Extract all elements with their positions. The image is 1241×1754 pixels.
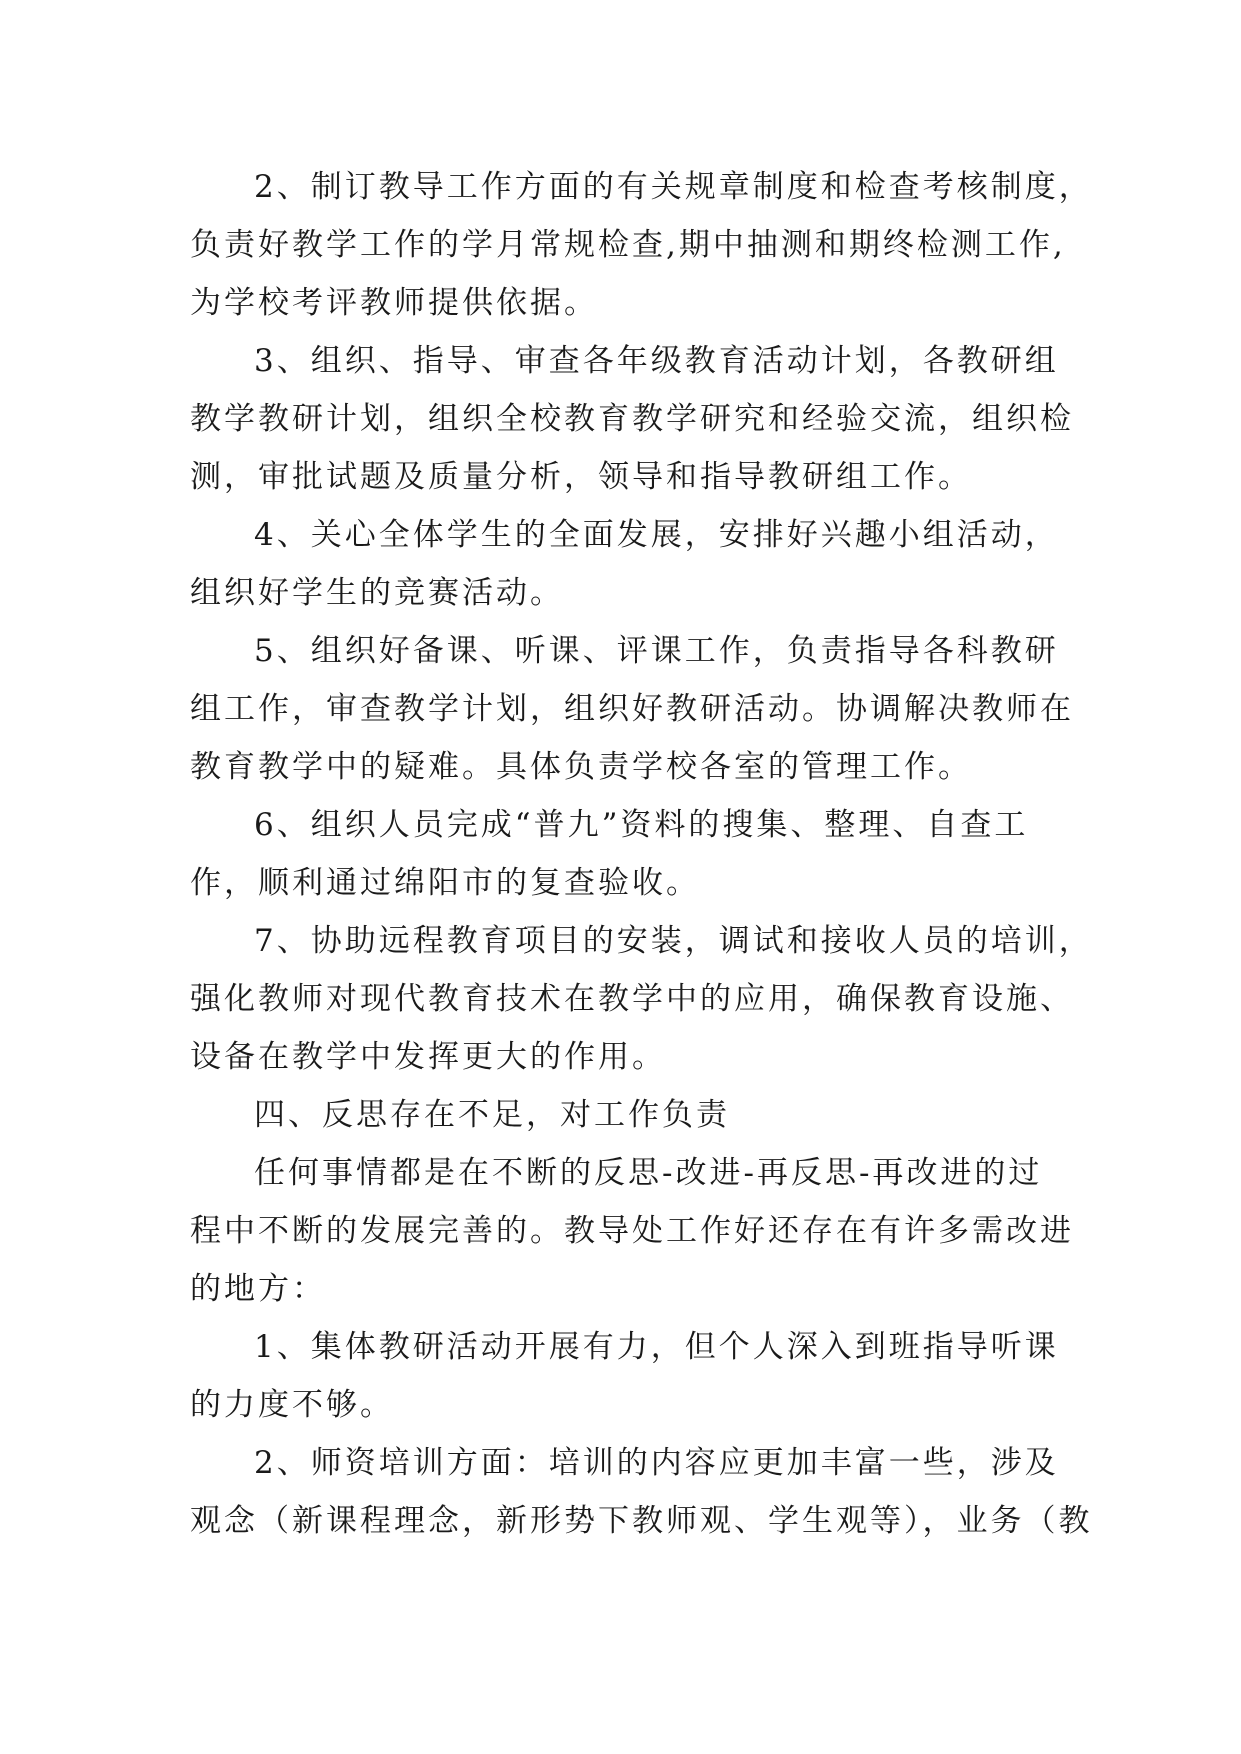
section-heading-four bbox=[190, 1086, 1090, 1144]
text-line: 设备在教学中发挥更大的作用。 bbox=[190, 1039, 666, 1075]
paragraph-reflection-intro bbox=[190, 1144, 1090, 1318]
text-line: 的地方： bbox=[190, 1271, 326, 1307]
text-line: 2、师资培训方面：培训的内容应更加丰富一些，涉及 bbox=[254, 1445, 1059, 1481]
text-line: 组工作，审查教学计划，组织好教研活动。协调解决教师在 bbox=[190, 691, 1074, 727]
paragraph-shortcoming-1 bbox=[190, 1318, 1090, 1434]
document-page bbox=[190, 158, 1093, 1550]
paragraph-item-4-students bbox=[190, 506, 1090, 622]
text-line: 教育教学中的疑难。具体负责学校各室的管理工作。 bbox=[190, 749, 972, 785]
section-heading: 四、反思存在不足，对工作负责 bbox=[254, 1097, 730, 1133]
text-line: 观念（新课程理念，新形势下教师观、学生观等），业务（教 bbox=[190, 1503, 1093, 1539]
text-line: 1、集体教研活动开展有力，但个人深入到班指导听课 bbox=[254, 1329, 1059, 1365]
text-line: 的力度不够。 bbox=[190, 1387, 394, 1423]
paragraph-item-2-rules bbox=[190, 158, 1093, 332]
text-line: 教学教研计划，组织全校教育教学研究和经验交流，组织检 bbox=[190, 401, 1074, 437]
paragraph-item-6-materials bbox=[190, 796, 1090, 912]
text-line: 为学校考评教师提供依据。 bbox=[190, 285, 598, 321]
text-line: 7、协助远程教育项目的安装，调试和接收人员的培训， bbox=[254, 923, 1093, 959]
text-line: 强化教师对现代教育技术在教学中的应用，确保教育设施、 bbox=[190, 981, 1074, 1017]
text-line: 4、关心全体学生的全面发展，安排好兴趣小组活动， bbox=[254, 517, 1059, 553]
text-line: 2、制订教导工作方面的有关规章制度和检查考核制度， bbox=[254, 169, 1093, 205]
text-line: 5、组织好备课、听课、评课工作，负责指导各科教研 bbox=[254, 633, 1059, 669]
text-line: 负责好教学工作的学月常规检查,期中抽测和期终检测工作, bbox=[190, 227, 1066, 263]
paragraph-shortcoming-2 bbox=[190, 1434, 1093, 1550]
text-line: 作，顺利通过绵阳市的复查验收。 bbox=[190, 865, 700, 901]
text-line: 任何事情都是在不断的反思-改进-再反思-再改进的过 bbox=[254, 1155, 1043, 1191]
text-line: 3、组织、指导、审查各年级教育活动计划，各教研组 bbox=[254, 343, 1059, 379]
paragraph-item-7-remote-education bbox=[190, 912, 1093, 1086]
paragraph-item-5-lessons bbox=[190, 622, 1090, 796]
text-line: 测，审批试题及质量分析，领导和指导教研组工作。 bbox=[190, 459, 972, 495]
text-line: 程中不断的发展完善的。教导处工作好还存在有许多需改进 bbox=[190, 1213, 1074, 1249]
paragraph-item-3-organize bbox=[190, 332, 1090, 506]
text-line: 6、组织人员完成“普九”资料的搜集、整理、自查工 bbox=[254, 807, 1029, 843]
text-line: 组织好学生的竞赛活动。 bbox=[190, 575, 564, 611]
